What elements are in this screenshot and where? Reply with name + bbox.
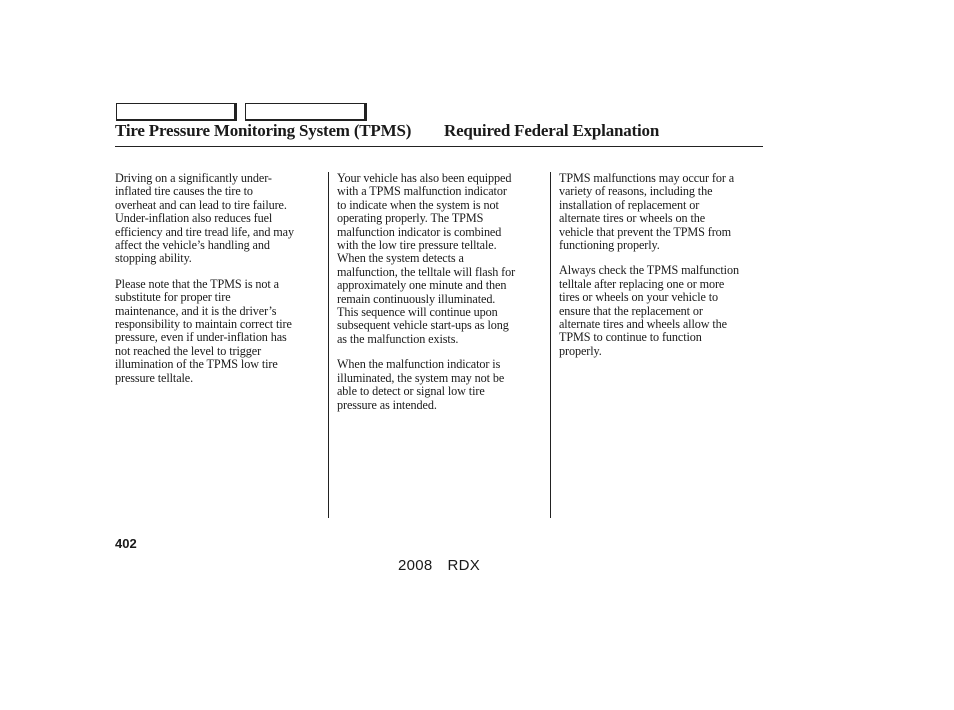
page-number: 402 <box>115 536 137 551</box>
page-title: Required Federal Explanation <box>444 121 660 140</box>
paragraph: TPMS malfunctions may occur for a variety of reasons, including the installation of replacement or alternate tires or wheels on the vehicle that prevent the TPMS from functioning properly. <box>559 171 735 253</box>
nav-button-previous[interactable] <box>116 103 237 121</box>
paragraph: Your vehicle has also been equipped with a TPMS malfunction indicator to indicate when the system is not operating properly. The TPMS malfunction indicator is combined with the low tire pressure telltale. When the system detects a malfunction, the telltale will flash for approximately one minute and then remain continuously illuminated. This sequence will continue upon subsequent vehicle start-ups as long as the malfunction exists. <box>337 171 516 346</box>
column-divider <box>550 172 551 518</box>
paragraph: Please note that the TPMS is not a substitute for proper tire maintenance, and it is the driver’s responsibility to maintain correct tire pressure, even if under-inflation has not reached the level to trigger illumination of the TPMS low tire pressure telltale. <box>115 276 292 385</box>
paragraph: Always check the TPMS malfunction telltale after replacing one or more tires or wheels on your vehicle to ensure that the replacement or alternate tires and wheels allow the TPMS to continue to function properly. <box>559 263 739 358</box>
header-divider <box>115 146 763 147</box>
text-column-2 <box>337 172 544 424</box>
footer-model-label: 2008 RDX <box>398 557 481 574</box>
column-divider <box>328 172 329 518</box>
text-column-3 <box>559 172 766 370</box>
section-title: Tire Pressure Monitoring System (TPMS) <box>115 121 412 140</box>
nav-button-next[interactable] <box>245 103 367 121</box>
paragraph: Driving on a significantly under- inflated tire causes the tire to overheat and can lead to tire failure. Under-inflation also reduces fuel efficiency and tire tread life, and may affect the vehicle’s handling and stopping ability. <box>115 171 294 266</box>
paragraph: When the malfunction indicator is illuminated, the system may not be able to detect or signal low tire pressure as intended. <box>337 357 505 412</box>
text-column-1 <box>115 172 322 397</box>
